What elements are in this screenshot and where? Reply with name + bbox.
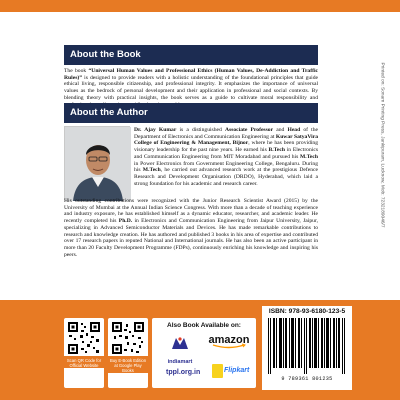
emphasis-text: Kuwar SatyaVira College of Engineering & Management, Bijnor	[134, 133, 318, 147]
about-book-text	[64, 68, 318, 101]
availability-card	[152, 318, 256, 388]
qr-card-ebook[interactable]	[108, 318, 148, 388]
body-text: in Electronics and Communication Engineering from Jaipur University, Jaipur, specializing in Advanced Semiconductor Materials and Devices. He has made remarkable contributions to research and knowledge creation. He has authored and published 3 books in his area of expertise and contributed over 17 research papers in reputed National and International journals. He has also been an active participant in more than 20 Faculty Development Programme (FDPs), continuously enriching his knowledge and inspiring his peers.	[64, 218, 318, 258]
qr-code-icon[interactable]	[67, 321, 101, 355]
emphasis-text: B.Tech	[268, 147, 285, 154]
barcode-card	[262, 306, 352, 390]
about-book-heading: About the Book	[64, 45, 318, 65]
amazon-logo[interactable]	[206, 334, 252, 349]
flipkart-logo[interactable]	[212, 364, 252, 380]
body-text: The book	[64, 68, 89, 74]
emphasis-text: M.Tech	[300, 153, 318, 160]
body-text: is a distinguished	[176, 127, 225, 133]
isbn-number: ISBN: 978-93-6180-123-5	[268, 308, 346, 315]
author-photo	[64, 126, 130, 200]
printer-side-text: Printed on: Sonam Printing Press, Jankipuram, Lucknow, Mob: 7232189046/7	[379, 62, 385, 228]
body-text: of the Department of Electronics and Communication Engineering at	[134, 127, 319, 140]
body-text: His outstanding contributions were recognized with the Junior Research Scientist Award (2015) by the University of Mumbai at the Annual Indian Science Congress. With more than a decade of teaching experience and industry exposure, he has established himself as a dynamic educator, researcher, and academic leader. He recently completed his	[64, 198, 318, 225]
indiamart-icon	[171, 336, 189, 350]
indiamart-logo[interactable]	[160, 336, 200, 368]
top-orange-band	[0, 0, 400, 12]
indiamart-label: indiamart	[167, 359, 193, 365]
emphasis-text: M.Tech	[142, 167, 161, 174]
barcode-digits: 9 789361 801235	[281, 376, 333, 382]
barcode-icon	[268, 318, 346, 374]
qr-website-caption: Scan QR Code for Official Website	[64, 356, 104, 368]
emphasis-text: Associate Professor	[224, 127, 274, 133]
body-text: in Electronics and Communication Engineering from MIT Moradabad and pursued his	[134, 147, 318, 160]
emphasis-text: “Universal Human Values and Professional Ethics (Human Values, De-Addiction and Traffic Rules)”	[64, 68, 318, 81]
about-author-text-right	[134, 127, 318, 197]
emphasis-text: Head	[287, 127, 301, 133]
about-author-text-full	[64, 198, 318, 292]
website-link[interactable]: tppl.org.in	[166, 369, 201, 376]
about-author-heading: About the Author	[64, 103, 318, 123]
body-text: and	[273, 127, 288, 133]
availability-title: Also Book Available on:	[167, 322, 241, 329]
body-text: , where he has been providing visionary leadership for the past nine years. He earned his	[134, 140, 318, 154]
author-portrait-illustration	[65, 127, 131, 201]
body-text: is designed to provide readers with a holistic understanding of the foundational principles that guide ethical living, responsible citizenship, and professional integrity. It emphasizes the importance of universal values as the bedrock of personal development and their application in professional and social contexts. By blending theory with practical insights, the book serves as a guide to cultivate moral responsibility and	[64, 74, 318, 101]
qr-code-icon[interactable]	[111, 321, 145, 355]
emphasis-text: Ph.D.	[118, 218, 133, 225]
qr-ebook-caption: Buy E-Book Edition at Google Play Books	[109, 358, 147, 373]
printer-side-note	[374, 60, 390, 310]
body-text: , he carried out advanced research work at the prestigious Defence Research and Development Organisation (DRDO), Hyderabad, which laid a strong foundation for his academic and research career.	[134, 167, 318, 187]
amazon-label: amazon	[208, 334, 250, 346]
qr-card-website[interactable]	[64, 318, 104, 388]
flipkart-bag-icon	[212, 364, 223, 378]
flipkart-label: Flipkart	[224, 367, 250, 374]
body-text: in Power Electronics from Government Engineering College, Bengaluru. During his	[134, 160, 318, 174]
emphasis-text: Dr. Ajay Kumar	[134, 127, 177, 133]
